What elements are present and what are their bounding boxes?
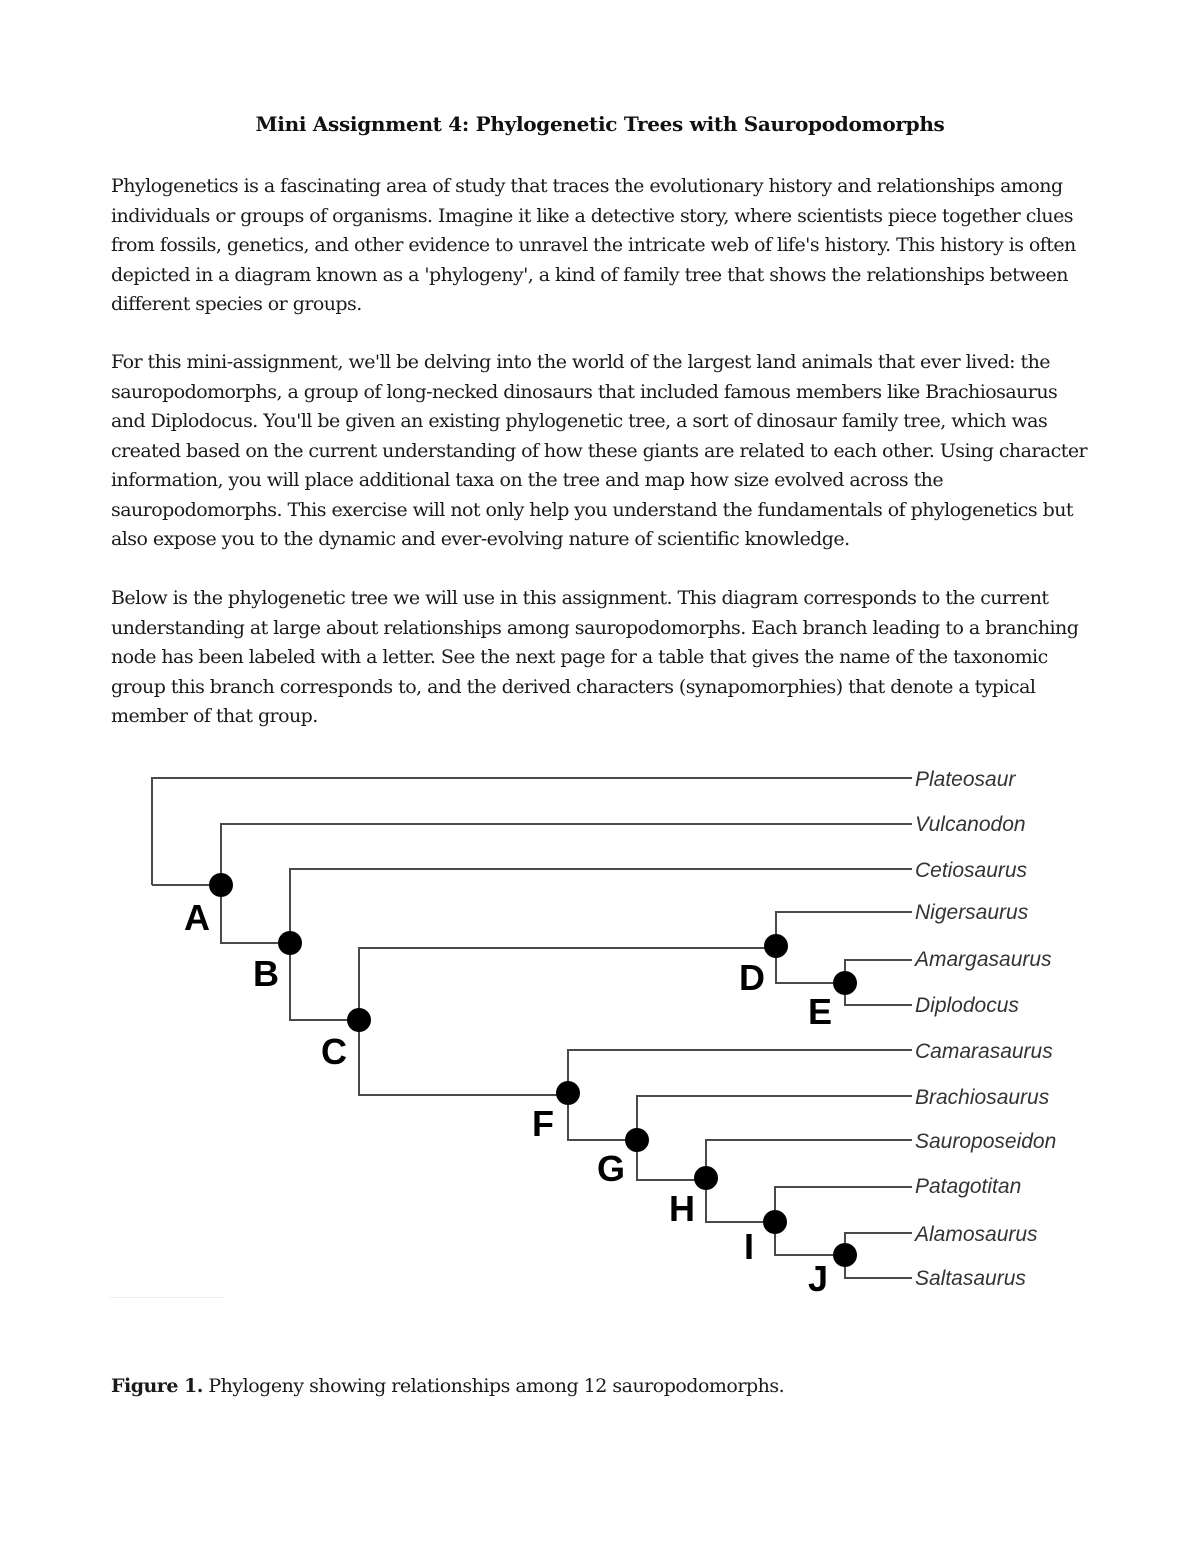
branch-g xyxy=(637,1096,912,1180)
faint-divider xyxy=(110,1297,224,1298)
branch-h xyxy=(706,1140,912,1222)
taxon-label: Diplodocus xyxy=(915,994,1019,1017)
document-title: Mini Assignment 4: Phylogenetic Trees with Sauropodomorphs xyxy=(255,112,945,136)
taxon-label: Camarasaurus xyxy=(915,1040,1053,1063)
figure-caption xyxy=(111,1375,784,1397)
tree-description-paragraph: Below is the phylogenetic tree we will use in this assignment. This diagram corresponds to the current understanding at large about relationships among sauropodomorphs. Each branch leading to a branching node has been labeled with a letter. See the next page for a table that gives the name of the taxonomic group this branch corresponds to, and the derived characters (synapomorphies) that denote a typical member of that group. xyxy=(111,587,1079,727)
taxon-label: Sauroposeidon xyxy=(915,1130,1057,1153)
node-label-e: E xyxy=(808,991,833,1032)
node-label-g: G xyxy=(597,1148,626,1189)
node-f xyxy=(556,1081,580,1105)
node-label-b: B xyxy=(253,953,279,994)
caption-label: Figure 1. xyxy=(111,1375,203,1397)
node-e xyxy=(833,971,857,995)
node-j xyxy=(833,1243,857,1267)
node-h xyxy=(694,1166,718,1190)
node-a xyxy=(209,873,233,897)
taxon-label: Patagotitan xyxy=(915,1175,1022,1198)
taxon-label: Vulcanodon xyxy=(915,813,1026,836)
node-b xyxy=(278,931,302,955)
node-d xyxy=(764,934,788,958)
taxon-label: Cetiosaurus xyxy=(915,859,1028,882)
node-label-h: H xyxy=(669,1188,695,1229)
phylogeny-tree xyxy=(0,740,1200,1320)
node-label-d: D xyxy=(739,957,765,998)
phylogeny-figure xyxy=(0,740,1200,1320)
taxon-label: Nigersaurus xyxy=(915,901,1029,924)
node-i xyxy=(763,1210,787,1234)
node-label-i: I xyxy=(744,1226,755,1267)
assignment-paragraph: For this mini-assignment, we'll be delving into the world of the largest land animals that ever lived: the sauropodomorphs, a group of long-necked dinosaurs that included famous members like Brachiosaurus and Diplodocus. You'll be given an existing phylogenetic tree, a sort of dinosaur family tree, which was created based on the current understanding of how these giants are related to each other. Using character information, you will place additional taxa on the tree and map how size evolved across the sauropodomorphs. This exercise will not only help you understand the fundamentals of phylogenetics but also expose you to the dynamic and ever-evolving nature of scientific knowledge. xyxy=(111,351,1088,550)
caption-text: Phylogeny showing relationships among 12 sauropodomorphs. xyxy=(202,1375,785,1397)
node-label-j: J xyxy=(808,1258,829,1299)
node-label-a: A xyxy=(184,897,210,938)
intro-paragraph: Phylogenetics is a fascinating area of study that traces the evolutionary history and relationships among individuals or groups of organisms. Imagine it like a detective story, where scientists piece together clues from fossils, genetics, and other evidence to unravel the intricate web of life's history. This history is often depicted in a diagram known as a 'phylogeny', a kind of family tree that shows the relationships between different species or groups. xyxy=(111,175,1076,315)
taxon-label: Saltasaurus xyxy=(915,1267,1026,1290)
node-label-f: F xyxy=(532,1103,554,1144)
taxon-label: Amargasaurus xyxy=(915,948,1052,971)
taxon-label: Alamosaurus xyxy=(915,1223,1038,1246)
node-label-c: C xyxy=(321,1031,347,1072)
taxon-label: Brachiosaurus xyxy=(915,1086,1050,1109)
node-c xyxy=(347,1008,371,1032)
node-g xyxy=(625,1128,649,1152)
branch-a xyxy=(221,824,912,943)
taxon-label: Plateosaur xyxy=(915,768,1016,791)
